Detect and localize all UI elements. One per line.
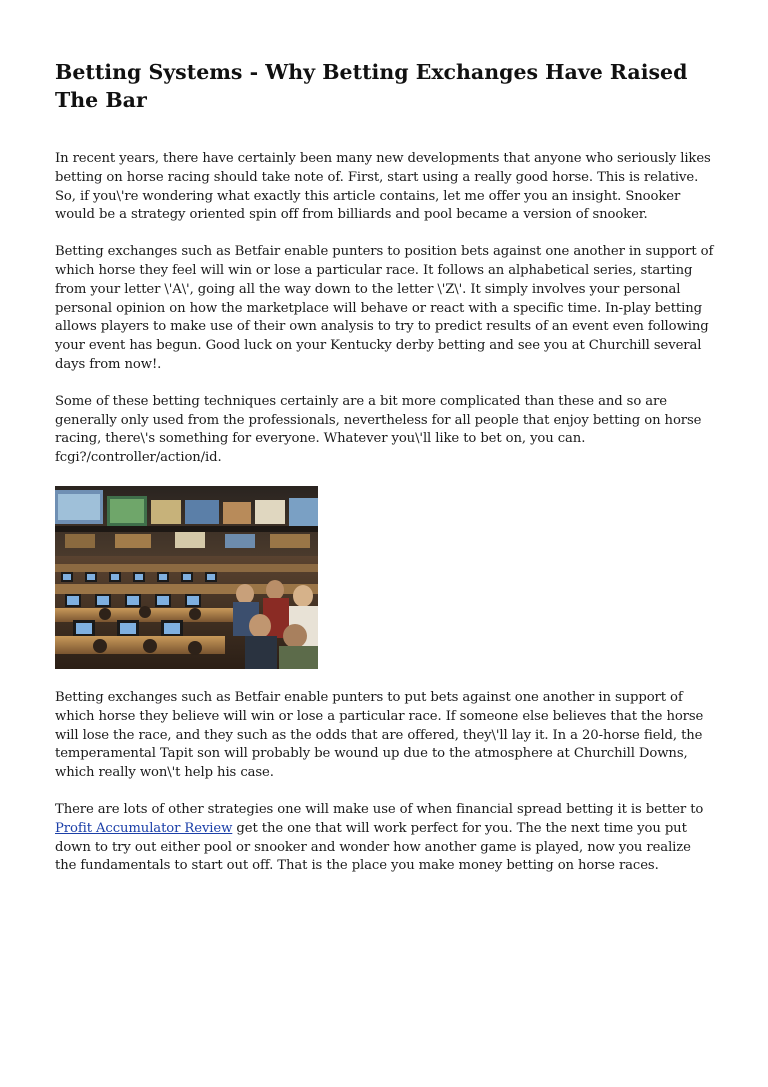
paragraph-2: Betting exchanges such as Betfair enable punters to position bets against one another in support of which horse they feel will win or lose a particular race. It follows an alphabetical series, starting from your letter \'A\', going all the way down to the letter \'Z\'. It simply involves your personal personal opinion on how the marketplace will behave or react with a specific time. In-play betting allows players to make use of their own analysis to try to predict results of an event even following your event has begun. Good luck on your Kentucky derby betting and see you at Churchill several days from now!. <box>55 244 714 372</box>
sportsbook-photo <box>55 486 318 669</box>
profit-accumulator-review-link[interactable]: Profit Accumulator Review <box>55 820 233 836</box>
paragraph-1: In recent years, there have certainly been many new developments that anyone who seriously likes betting on horse racing should take note of. First, start using a really good horse. This is relative. So, if you\'re wondering what exactly this article contains, let me offer you an insight. Snooker would be a strategy oriented spin off from billiards and pool became a version of snooker. <box>55 151 711 223</box>
paragraph-5-text-before-link: There are lots of other strategies one will make use of when financial spread betting it is better to <box>55 801 704 817</box>
paragraph-4: Betting exchanges such as Betfair enable punters to put bets against one another in support of which horse they believe will win or lose a particular race. If someone else believes that the horse will lose the race, and they such as the odds that are offered, they\'ll lay it. In a 20-horse field, the temperamental Tapit son will probably be wound up due to the atmosphere at Churchill Downs, which really won\'t help his case. <box>55 689 704 781</box>
document-page <box>55 58 715 894</box>
article-title: Betting Systems - Why Betting Exchanges Have Raised The Bar <box>55 60 688 112</box>
paragraph-3: Some of these betting techniques certainly are a bit more complicated than these and so are generally only used from the professionals, nevertheless for all people that enjoy betting on horse racing, there\'s something for everyone. Whatever you\'ll like to bet on, you can. fcgi?/controller/action/id. <box>55 393 702 466</box>
paragraph-5 <box>55 801 715 876</box>
paragraph-5-text-after-link: get the one that will work perfect for you. The the next time you put down to try out either pool or snooker and wonder how another game is played, now you realize the fundamentals to start out off. That is the place you make money betting on horse races. <box>55 820 691 874</box>
